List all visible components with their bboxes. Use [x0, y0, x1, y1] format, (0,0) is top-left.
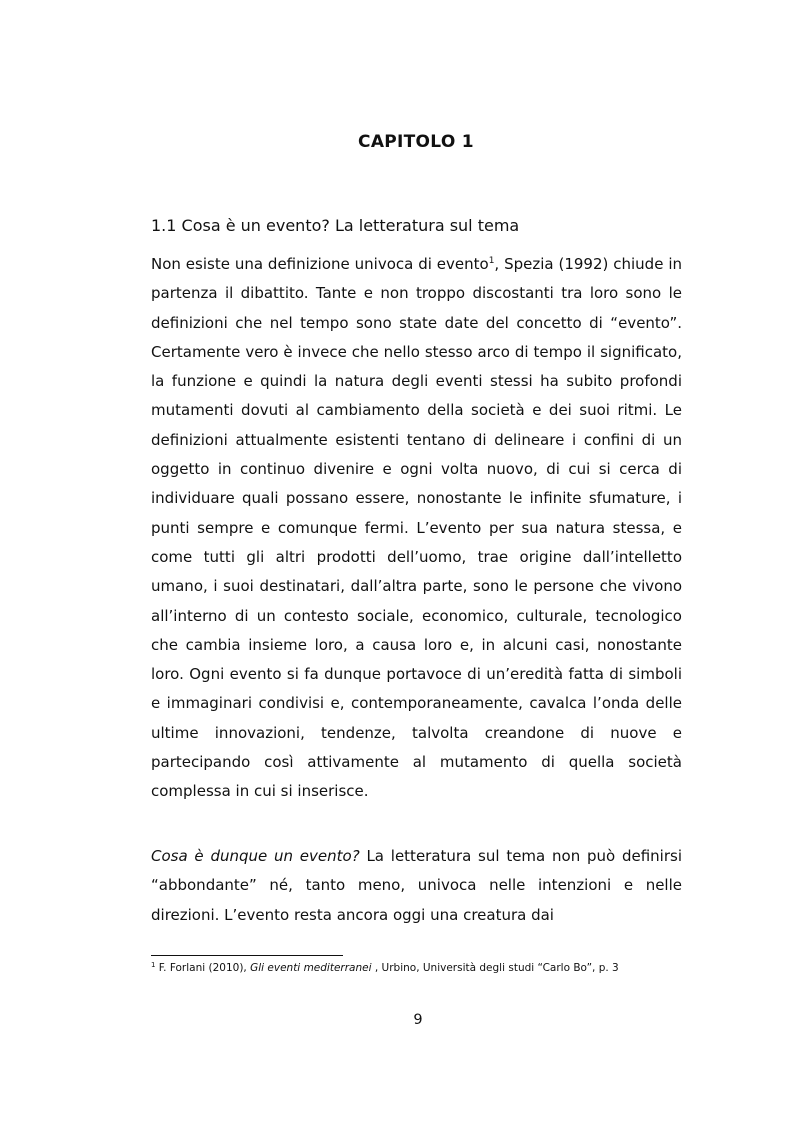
section-heading: 1.1 Cosa è un evento? La letteratura sul tema — [151, 216, 520, 235]
footnote-mark: 1 — [151, 961, 156, 969]
footnote-separator — [151, 955, 343, 956]
footnote — [151, 961, 683, 976]
paragraph-2-text: La letteratura sul tema non può definirsi “abbondante” né, tanto meno, univoca nelle intenzioni e nelle direzioni. L’evento resta ancora oggi una creatura dai — [151, 847, 682, 924]
footnote-cited-title: Gli eventi mediterranei — [250, 962, 372, 974]
paragraph-1-text: , Spezia (1992) chiude in partenza il dibattito. Tante e non troppo discostanti tra loro sono le definizioni che nel tempo sono state date del concetto di “evento”. Certamente vero è invece che nello stesso arco di tempo il significato, la funzione e quindi la natura degli eventi stessi ha subito profondi mutamenti dovuti al cambiamento della società e dei suoi ritmi. Le definizioni attualmente esistenti tentano di delineare i confini di un oggetto in continuo divenire e ogni volta nuovo, di cui si cerca di individuare quali possano essere, nonostante le infinite sfumature, i punti sempre e comunque fermi. L’evento per sua natura stessa, e come tutti gli altri prodotti dell’uomo, trae origine dall’intelletto umano, i suoi destinatari, dall’altra parte, sono le persone che vivono all’interno di un contesto sociale, economico, culturale, tecnologico che cambia insieme loro, a causa loro e, in alcuni casi, nonostante loro. Ogni evento si fa dunque portavoce di un’eredità fatta di simboli e immaginari condivisi e, contemporaneamente, cavalca l’onda delle ultime innovazioni, tendenze, talvolta creandone di nuove e partecipando così attivamente al mutamento di quella società complessa in cui si inserisce. — [151, 255, 682, 801]
paragraph-2 — [151, 842, 682, 930]
paragraph-2-italic-lead: Cosa è dunque un evento? — [151, 847, 360, 865]
chapter-title: CAPITOLO 1 — [358, 132, 474, 152]
paragraph-1-lead: Non esiste una definizione univoca di evento — [151, 255, 489, 273]
footnote-reference[interactable]: 1 — [488, 256, 495, 266]
page-number: 9 — [413, 1012, 423, 1028]
footnote-text-after: , Urbino, Università degli studi “Carlo Bo”, p. 3 — [371, 962, 619, 974]
paragraph-1 — [151, 250, 682, 807]
footnote-text-before: F. Forlani (2010), — [155, 962, 251, 974]
